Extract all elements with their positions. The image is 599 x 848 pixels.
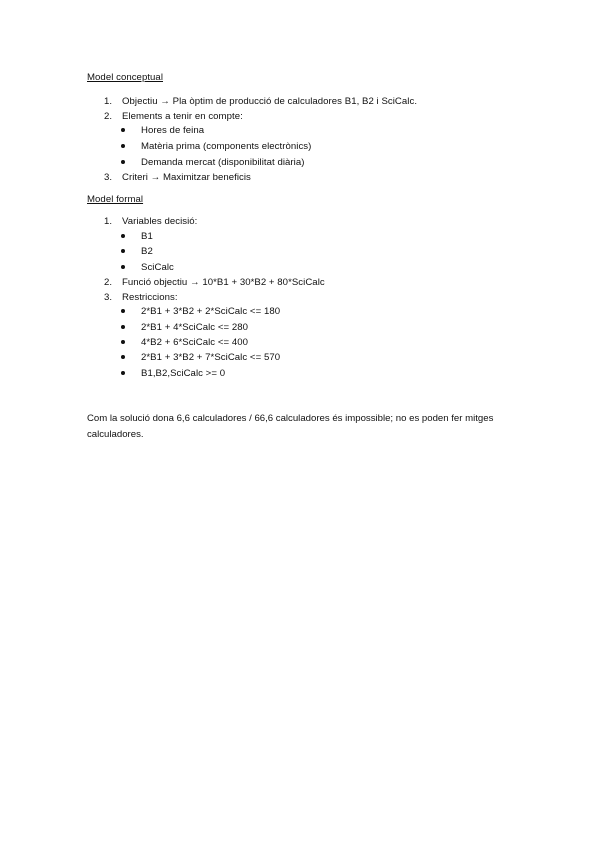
bullet-icon (121, 340, 125, 344)
list-item-element: Demanda mercat (disponibilitat diària) (141, 157, 305, 168)
list-item-variable: SciCalc (141, 262, 174, 273)
list-item-variables: Variables decisió: (122, 216, 198, 227)
list-item-variable: B2 (141, 246, 153, 257)
list-item-constraint: 2*B1 + 4*SciCalc <= 280 (141, 322, 249, 333)
list-item-constraint: B1,B2,SciCalc >= 0 (141, 368, 226, 379)
bullet-icon (121, 128, 125, 132)
list-number: 2. (103, 111, 112, 122)
bullet-icon (121, 309, 125, 313)
list-item-constraint: 2*B1 + 3*B2 + 7*SciCalc <= 570 (141, 352, 281, 363)
bullet-icon (121, 325, 125, 329)
list-item-constraint: 4*B2 + 6*SciCalc <= 400 (141, 337, 249, 348)
list-item-elements: Elements a tenir en compte: (122, 111, 243, 122)
list-number: 2. (103, 277, 112, 288)
list-item-element: Matèria prima (components electrònics) (141, 141, 312, 152)
conclusion-paragraph: Com la solució dona 6,6 calculadores / 66,6 calculadores és impossible; no es poden fer mitges calculadores. (87, 413, 494, 440)
section-heading-conceptual: Model conceptual (87, 72, 163, 83)
list-item-constraint: 2*B1 + 3*B2 + 2*SciCalc <= 180 (141, 306, 281, 317)
list-item-element: Hores de feina (141, 125, 205, 136)
bullet-icon (121, 355, 125, 359)
bullet-icon (121, 160, 125, 164)
bullet-icon (121, 234, 125, 238)
list-item-variable: B1 (141, 231, 153, 242)
bullet-icon (121, 265, 125, 269)
list-number: 3. (103, 292, 112, 303)
bullet-icon (121, 371, 125, 375)
bullet-icon (121, 249, 125, 253)
list-number: 1. (103, 216, 112, 227)
list-number: 3. (103, 172, 112, 183)
list-item-objective: Objectiu → Pla òptim de producció de calculadores B1, B2 i SciCalc. (122, 96, 418, 107)
list-item-constraints: Restriccions: (122, 292, 178, 303)
section-heading-formal: Model formal (87, 194, 144, 205)
list-item-criteria: Criteri → Maximitzar beneficis (122, 172, 251, 183)
list-number: 1. (103, 96, 112, 107)
bullet-icon (121, 144, 125, 148)
list-item-objective-function: Funció objectiu → 10*B1 + 30*B2 + 80*SciCalc (122, 277, 325, 288)
